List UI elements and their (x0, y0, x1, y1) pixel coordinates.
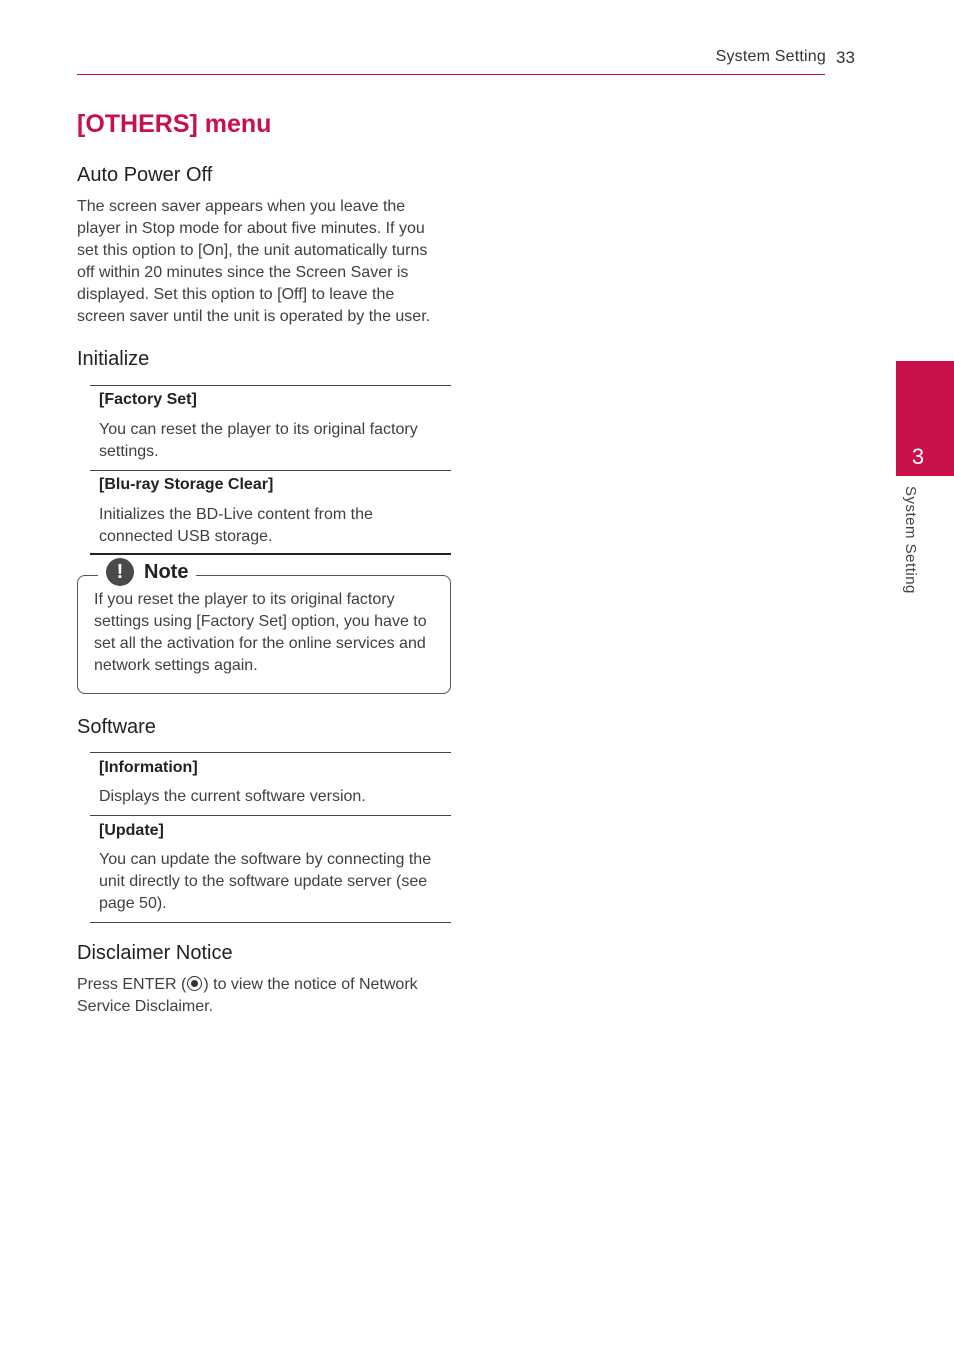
factory-set-desc: You can reset the player to its original factory settings. (99, 421, 418, 460)
chapter-number: 3 (911, 444, 925, 469)
factory-set-label: [Factory Set] (99, 391, 197, 408)
enter-button-icon (187, 976, 202, 991)
update-label: [Update] (99, 822, 164, 839)
disclaimer-text (77, 974, 441, 1018)
running-header: System Setting (715, 48, 826, 65)
note-header (98, 557, 196, 587)
information-label: [Information] (99, 759, 198, 776)
page-number: 33 (836, 48, 855, 67)
disclaimer-text-after: ) to view the notice of Network Service Disclaimer. (77, 976, 418, 1015)
software-heading: Software (77, 716, 156, 738)
table-rule (90, 470, 451, 471)
table-rule (90, 922, 451, 923)
page-title: [OTHERS] menu (77, 110, 272, 138)
table-rule (90, 553, 451, 555)
chapter-label: System Setting (902, 486, 919, 594)
update-desc: You can update the software by connecting the unit directly to the software update server (see page 50). (99, 851, 432, 912)
storage-clear-desc: Initializes the BD-Live content from the connected USB storage. (99, 506, 373, 545)
header-divider (77, 74, 825, 75)
information-desc: Displays the current software version. (99, 788, 366, 805)
table-rule (90, 815, 451, 816)
table-rule (90, 385, 451, 386)
initialize-heading: Initialize (77, 348, 150, 370)
auto-power-off-text: The screen saver appears when you leave the player in Stop mode for about five minutes. If you set this option to [On], the unit automatically turns off within 20 minutes since the Screen Saver is displayed. Set this option to [Off] to leave the screen saver until the unit is operated by the user. (77, 198, 431, 325)
auto-power-off-heading: Auto Power Off (77, 164, 213, 186)
storage-clear-label: [Blu-ray Storage Clear] (99, 476, 274, 493)
note-title: Note (144, 560, 189, 583)
note-text: If you reset the player to its original factory settings using [Factory Set] option, you have to set all the activation for the online services and network settings again. (94, 591, 427, 674)
table-rule (90, 752, 451, 753)
exclamation-icon: ! (106, 558, 134, 586)
disclaimer-text-before: Press ENTER ( (77, 976, 187, 993)
disclaimer-heading: Disclaimer Notice (77, 942, 233, 964)
